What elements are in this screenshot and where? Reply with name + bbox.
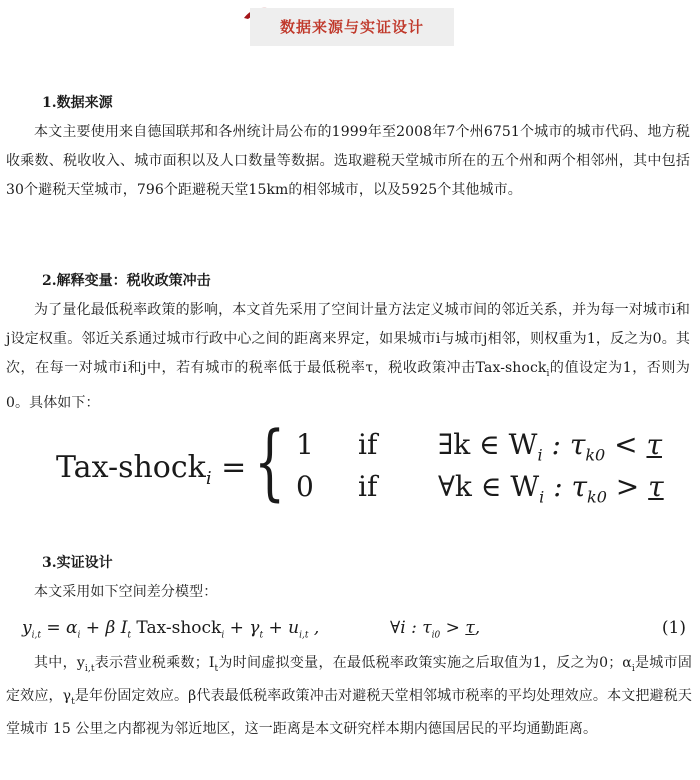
subscript: i: [546, 368, 550, 379]
paragraph-text: 是城市固定效应，γ: [6, 655, 692, 704]
eq-part: ,: [474, 618, 481, 638]
case-if: if: [358, 428, 378, 461]
subscript: t: [71, 696, 75, 707]
section-heading-explanatory-variable: 2.解释变量：税收政策冲击: [42, 273, 211, 289]
eq-lhs-text: Tax-shock: [56, 450, 206, 485]
eq-model-body: [22, 618, 320, 641]
section-body-explanatory-variable: [6, 296, 690, 418]
section-body-empirical-design: [6, 650, 692, 743]
eq-part: ,: [308, 618, 320, 638]
paragraph: [6, 296, 690, 418]
eq-part: ∀i : τ: [390, 618, 432, 638]
eq-sub: t: [127, 630, 132, 641]
cond-text: ∀k ∈ W: [438, 470, 540, 503]
section-body-data-source: [6, 118, 690, 205]
eq-part: Tax-shock: [131, 618, 222, 638]
eq-model-condition: [390, 618, 480, 640]
eq-sub: i: [77, 630, 81, 641]
eq-part: + β I: [80, 618, 128, 638]
cond-tau: : τ: [544, 470, 588, 503]
paragraph: 本文主要使用来自德国联邦和各州统计局公布的1999年至2008年7个州6751个城市的城市代码、地方税收乘数、税收收入、城市面积以及人口数量等数据。选取避税天堂城市所在的五个州和两个相邻州，其中包括30个避税天堂城市，796个距避税天堂15km的相邻城市，以及5925个其他城市。: [6, 124, 690, 198]
subscript: i,t: [84, 663, 95, 674]
eq-sub: i0: [431, 630, 441, 641]
eq-sub: i,t: [299, 630, 309, 641]
header: [0, 0, 700, 60]
page-title: 数据来源与实证设计: [250, 8, 454, 46]
cond-text: ∃k ∈ W: [438, 428, 538, 461]
paragraph-text: 为了量化最低税率政策的影响，本文首先采用了空间计量方法定义城市间的邻近关系，并为每一对城市i和j设定权重。邻近关系通过城市行政中心之间的距离来界定，如果城市i与城市j相邻，则权重为1，反之为0。其次，在每一对城市i和j中，若有城市的税率低于最低税率τ，税收政策冲击Tax-shock: [6, 302, 690, 376]
section-intro-empirical-design: [6, 578, 690, 607]
left-brace-icon: {: [254, 415, 286, 510]
eq-sub: t: [259, 630, 264, 641]
case-condition: [438, 428, 662, 465]
cond-rel: <: [605, 428, 647, 461]
tau-min: τ: [648, 470, 664, 503]
eq-lhs-sub: i: [205, 468, 212, 489]
case-value: 0: [296, 470, 314, 503]
eq-equals: =: [221, 450, 247, 485]
eq-part: >: [440, 618, 466, 638]
eq-sub: i,t: [31, 630, 41, 641]
paragraph-text: 表示营业税乘数；I: [94, 655, 215, 671]
subscript: t: [214, 663, 219, 674]
subscript: i: [631, 663, 635, 674]
case-if: if: [358, 470, 378, 503]
eq-part: y: [22, 618, 32, 638]
equation-lhs: [56, 450, 246, 489]
paragraph-text: 其中，y: [34, 655, 85, 671]
eq-part: + γ: [224, 618, 260, 638]
paragraph: 本文采用如下空间差分模型：: [34, 584, 218, 600]
cond-rel: >: [606, 470, 649, 503]
equation-model: [22, 618, 686, 648]
cond-sub: i: [539, 487, 545, 507]
cond-tau: : τ: [542, 428, 586, 461]
eq-part: = α: [40, 618, 78, 638]
eq-sub: i: [221, 630, 225, 641]
tau-sub: k0: [587, 487, 607, 507]
paragraph: [6, 650, 692, 743]
tau-min: τ: [646, 428, 662, 461]
paragraph-text: 为时间虚拟变量，在最低税率政策实施之后取值为1，反之为0；α: [218, 655, 632, 671]
section-heading-empirical-design: 3.实证设计: [42, 555, 113, 571]
equation-tax-shock: [56, 415, 676, 512]
eq-part: + u: [263, 618, 300, 638]
case-value: 1: [296, 428, 314, 461]
tau-min: τ: [465, 618, 475, 638]
case-condition: [438, 470, 664, 507]
paragraph-text: 是年份固定效应。β代表最低税率政策冲击对避税天堂相邻城市税率的平均处理效应。本文把避税天堂城市 15 公里之内都视为邻近地区，这一距离是本文研究样本期内德国居民的平均通勤距离。: [6, 687, 692, 737]
paragraph-text: 的值设定为1，否则为0。具体如下：: [6, 360, 690, 411]
section-heading-data-source: 1.数据来源: [42, 95, 113, 111]
equation-number: (1): [661, 618, 686, 638]
tau-sub: k0: [585, 445, 606, 465]
cond-sub: i: [537, 445, 543, 465]
